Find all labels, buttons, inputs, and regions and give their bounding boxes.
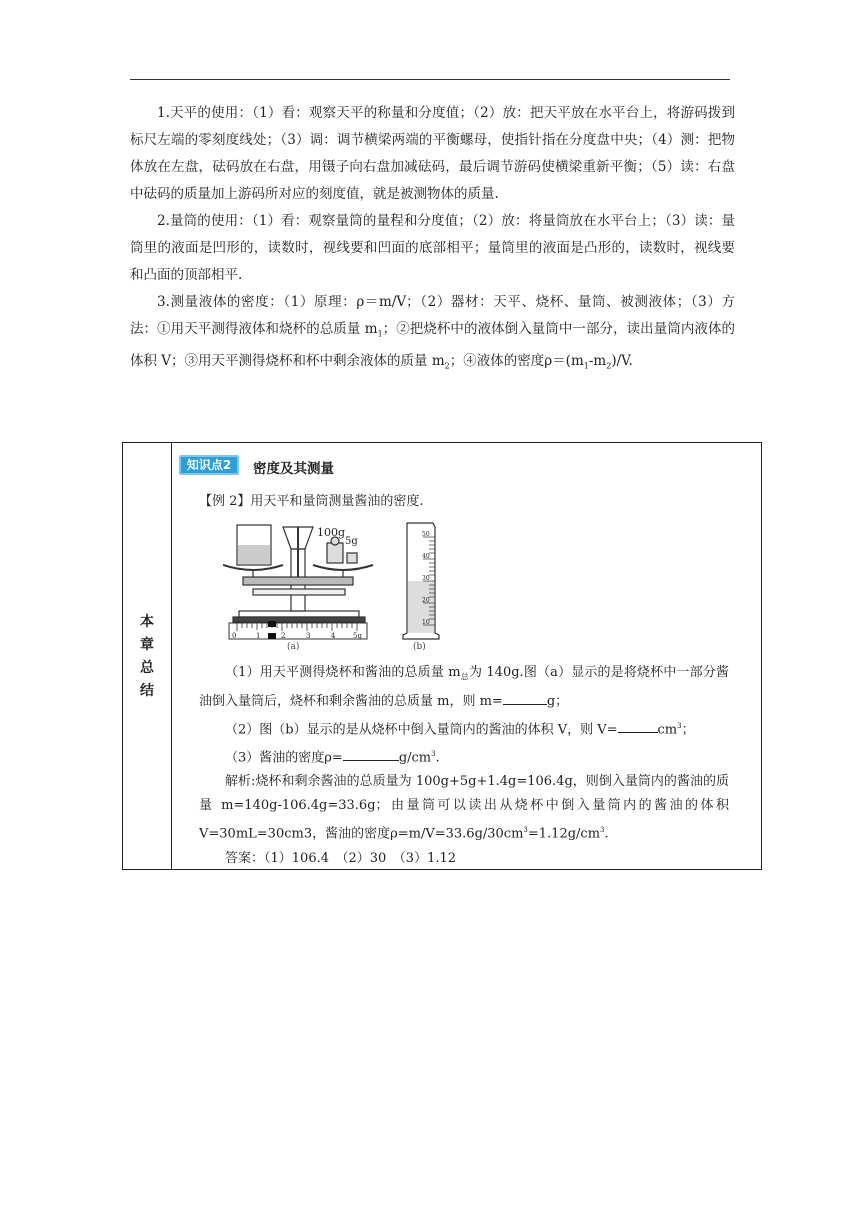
cylinder-tick-label: 30 bbox=[422, 575, 430, 582]
superscript: 3 bbox=[523, 826, 528, 835]
subscript: 2 bbox=[444, 361, 450, 371]
analysis-text: . bbox=[604, 826, 609, 842]
cylinder-tick-label: 50 bbox=[422, 531, 430, 538]
measuring-cylinder bbox=[403, 523, 439, 639]
question-3 bbox=[199, 742, 729, 770]
scale-tick-label: 5g bbox=[353, 632, 362, 640]
question-text: 为 140g.图（a）显示的是将烧杯中一部分酱油倒入量筒后，烧杯和剩余酱油的总质量 m，则 m= bbox=[199, 665, 729, 709]
superscript: 3 bbox=[677, 721, 682, 730]
side-char: 结 bbox=[140, 683, 154, 699]
note-cylinder-usage: 2.量筒的使用：（1）看：观察量筒的量程和分度值；（2）放：将量筒放在水平台上；（3）读：量筒里的液面是凹形的，读数时，视线要和凹面的底部相平；量筒里的液面是凸形的，读数时，视线要和凸面的顶部相平. bbox=[130, 213, 735, 283]
question-text: （1）用天平测得烧杯和酱油的总质量 m bbox=[225, 665, 461, 680]
note-text: -m bbox=[588, 352, 607, 369]
note-text: ；②把烧杯中的液体倒入量筒中一部分，读出量筒内液体的体积 V；③用天平测得烧杯和杯中剩余液体的质量 m bbox=[130, 321, 736, 369]
cylinder-tick-label: 10 bbox=[422, 619, 430, 626]
scale-tick-label: 3 bbox=[306, 632, 311, 640]
question-block bbox=[199, 661, 729, 871]
analysis-text: 解析:烧杯和剩余酱油的总质量为 100g+5g+1.4g=106.4g，则倒入量筒内的酱油的质量 m=140g-106.4g=33.6g；由量筒可以读出从烧杯中倒入量筒内的酱油的体积 V=30mL=30cm3，酱油的密度ρ=m/V=33.6g/30cm bbox=[199, 774, 729, 842]
superscript: 3 bbox=[431, 749, 436, 758]
scale-tick-label: 4 bbox=[331, 632, 336, 640]
header-rule bbox=[130, 79, 730, 80]
chapter-summary-box bbox=[122, 442, 762, 870]
balance-and-cylinder-figure bbox=[223, 519, 473, 651]
answer-blank bbox=[618, 732, 658, 733]
analysis-text: =1.12g/cm bbox=[527, 826, 601, 842]
note-liquid-density bbox=[130, 289, 735, 379]
question-text: . bbox=[435, 750, 440, 766]
rider-scale bbox=[229, 621, 367, 640]
question-text: cm bbox=[657, 721, 678, 737]
note-balance-usage: 1.天平的使用：（1）看：观察天平的称量和分度值；（2）放：把天平放在水平台上，将游码拨到标尺左端的零刻度线处；（3）调：调节横梁两端的平衡螺母，使指针指在分度盘中央；（4）测：把物体放在左盘，砝码放在右盘，用镊子向右盘加减砝码，最后调节游码使横梁重新平衡；（5）读：右盘中砝码的质量加上游码所对应的刻度值，就是被测物体的质量. bbox=[130, 105, 735, 202]
question-text: ； bbox=[681, 721, 695, 737]
question-text: g； bbox=[546, 693, 569, 709]
cylinder-tick-label: 40 bbox=[422, 553, 430, 560]
question-2 bbox=[199, 714, 729, 742]
subscript: 1 bbox=[583, 361, 589, 371]
summary-sidebar bbox=[123, 443, 172, 869]
superscript: 3 bbox=[600, 826, 605, 835]
figure-label-a: (a) bbox=[287, 642, 300, 651]
cylinder-tick-label: 20 bbox=[422, 597, 430, 604]
question-text: g/cm bbox=[398, 750, 432, 766]
note-text: 3.测量液体的密度：（1）原理：ρ＝m/V；（2）器材：天平、烧杯、量筒、被测液体；（3）方法：①用天平测得液体和烧杯的总质量 m bbox=[130, 294, 735, 337]
example-heading: 【例 2】用天平和量筒测量酱油的密度. bbox=[199, 494, 424, 509]
note-text: ；④液体的密度ρ＝(m bbox=[449, 352, 584, 369]
figure-label-b: (b) bbox=[413, 642, 426, 651]
scale-tick-label: 2 bbox=[281, 632, 286, 640]
note-text: )/V. bbox=[611, 352, 633, 369]
scale-tick-label: 1 bbox=[256, 632, 261, 640]
subscript: 1 bbox=[377, 329, 383, 339]
question-text: （2）图（b）显示的是从烧杯中倒入量筒内的酱油的体积 V，则 V= bbox=[225, 721, 618, 737]
question-1 bbox=[199, 661, 729, 714]
analysis bbox=[199, 770, 729, 846]
subscript: 2 bbox=[606, 361, 612, 371]
weight-label-5g: 5g bbox=[345, 536, 358, 547]
side-char: 章 bbox=[140, 637, 154, 653]
weight-label-100g: 100g bbox=[317, 526, 346, 539]
knowledge-point-title: 密度及其测量 bbox=[253, 461, 334, 477]
question-text: （3）酱油的密度ρ= bbox=[225, 750, 343, 766]
answer-blank bbox=[343, 760, 399, 761]
scale-tick-label: 0 bbox=[232, 632, 237, 640]
knowledge-point-badge: 知识点2 bbox=[179, 455, 239, 475]
side-char: 总 bbox=[140, 660, 154, 676]
answer: 答案：（1）106.4 （2）30 （3）1.12 bbox=[225, 850, 457, 866]
answer-blank bbox=[503, 704, 547, 705]
subscript: 总 bbox=[460, 672, 469, 682]
side-char: 本 bbox=[140, 614, 154, 630]
